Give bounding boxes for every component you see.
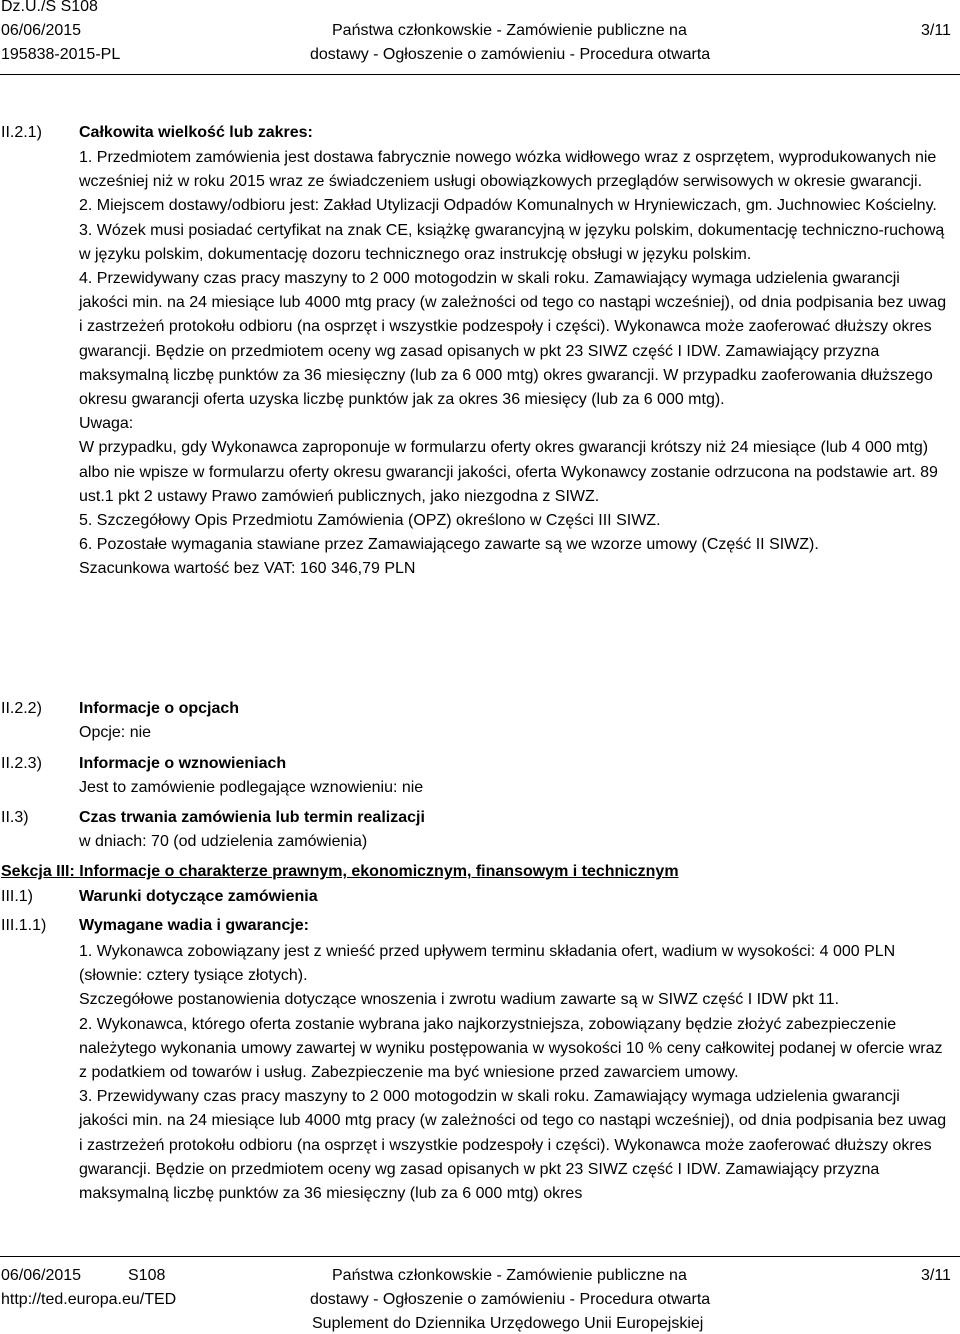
- paragraph: 2. Wykonawca, którego oferta zostanie wybrana jako najkorzystniejsza, zobowiązany będzie złożyć zabezpieczenie należytego wykonania umowy zawartej w wyniku postępowania w wysokości 10 % ceny całkowitej podanej w ofercie wraz z podatkiem od towarów i usług. Zabezpieczenie ma być wniesione przed zawarciem umowy.: [79, 1015, 943, 1082]
- header-title-line2: dostawy - Ogłoszenie o zamówieniu - Procedura otwarta: [310, 46, 711, 63]
- journal-id: Dz.U./S S108: [1, 0, 98, 15]
- document-id: 195838-2015-PL: [1, 46, 121, 63]
- options-value: Opcje: nie: [79, 724, 152, 741]
- section-number-iii-1: III.1): [1, 888, 34, 905]
- section-title-iii-1-1: Wymagane wadia i gwarancje:: [79, 917, 310, 934]
- section-number-ii-2-3: II.2.3): [1, 755, 42, 772]
- section-iii-heading: Sekcja III: Informacje o charakterze prawnym, ekonomicznym, finansowym i technicznym: [1, 863, 679, 880]
- paragraph: 3. Wózek musi posiadać certyfikat na znak CE, książkę gwarancyjną w języku polskim, dokumentację techniczno-ruchową w języku polskim, dokumentację dozoru technicznego oraz instrukcję obsługi w języku polskim.: [79, 221, 945, 263]
- paragraph: 1. Przedmiotem zamówienia jest dostawa fabrycznie nowego wózka widłowego wraz z osprzętem, wyprodukowanych nie wcześniej niż w roku 2015 wraz ze świadczeniem usługi obowiązkowych przeglądów serwisowych w okresie gwarancji.: [79, 149, 937, 191]
- paragraph: 6. Pozostałe wymagania stawiane przez Zamawiającego zawarte są we wzorze umowy (Część II SIWZ).: [79, 536, 819, 554]
- paragraph: W przypadku, gdy Wykonawca zaproponuje w formularzu oferty okres gwarancji krótszy niż 24 miesiące (lub 4 000 mtg) albo nie wpisze w formularzu oferty okresu gwarancji jakości, oferta Wykonawcy zostanie odrzucona na podstawie art. 89 ust.1 pkt 2 ustawy Prawo zamówień publicznych, jako niezgodna z SIWZ.: [79, 439, 938, 505]
- paragraph: Uwaga:: [79, 415, 134, 433]
- footer-title-line3: Suplement do Dziennika Urzędowego Unii Europejskiej: [312, 1315, 704, 1332]
- paragraph: 5. Szczegółowy Opis Przedmiotu Zamówienia (OPZ) określono w Części III SIWZ.: [79, 512, 661, 530]
- section-body-iii-1-1: [79, 940, 953, 1206]
- header-rule: [0, 74, 960, 75]
- estimated-value: Szacunkowa wartość bez VAT: 160 346,79 PLN: [79, 560, 416, 578]
- paragraph: 1. Wykonawca zobowiązany jest z wnieść przed upływem terminu składania ofert, wadium w wysokości: 4 000 PLN (słownie: cztery tysiące złotych).: [79, 943, 896, 985]
- page-footer: [0, 1255, 960, 1334]
- section-number-iii-1-1: III.1.1): [1, 917, 47, 934]
- page-header: [0, 0, 960, 70]
- paragraph: 2. Miejscem dostawy/odbioru jest: Zakład Utylizacji Odpadów Komunalnych w Hryniewiczach, gm. Juchnowiec Kościelny.: [79, 197, 937, 215]
- section-body-ii-2-1: [79, 146, 953, 582]
- footer-issue: S108: [128, 1267, 166, 1284]
- footer-date: 06/06/2015: [1, 1267, 82, 1284]
- section-title-iii-1: Warunki dotyczące zamówienia: [79, 888, 318, 905]
- footer-title-line2: dostawy - Ogłoszenie o zamówieniu - Procedura otwarta: [310, 1291, 711, 1308]
- section-title-ii-2-2: Informacje o opcjach: [79, 700, 240, 717]
- renewal-value: Jest to zamówienie podlegające wznowieniu: nie: [79, 779, 424, 796]
- paragraph: 4. Przewidywany czas pracy maszyny to 2 000 motogodzin w skali roku. Zamawiający wymaga udzielenia gwarancji jakości min. na 24 miesiące lub 4000 mtg pracy (w zależności od tego co nastąpi wcześniej), od dnia podpisania bez uwag i zastrzeżeń protokołu odbioru (na osprzęt i wszystkie podzespoły i części). Wykonawca może zaoferować dłuższy okres gwarancji. Będzie on przedmiotem oceny wg zasad opisanych w pkt 23 SIWZ część I IDW. Zamawiający przyzna maksymalną liczbę punktów za 36 miesięczny (lub za 6 000 mtg) okres gwarancji. W przypadku zaoferowania dłuższego okresu gwarancji oferta uzyska liczbę punktów jak za okres 36 miesięcy (lub za 6 000 mtg).: [79, 270, 947, 409]
- paragraph: 3. Przewidywany czas pracy maszyny to 2 000 motogodzin w skali roku. Zamawiający wymaga udzielenia gwarancji jakości min. na 24 miesiące lub 4000 mtg pracy (w zależności od tego co nastąpi wcześniej), od dnia podpisania bez uwag i zastrzeżeń protokołu odbioru (na osprzęt i wszystkie podzespoły i części). Wykonawca może zaoferować dłuższy okres gwarancji. Będzie on przedmiotem oceny wg zasad opisanych w pkt 23 SIWZ część I IDW. Zamawiający przyzna maksymalną liczbę punktów za 36 miesięczny (lub za 6 000 mtg) okres: [79, 1088, 947, 1203]
- section-number-ii-2-1: II.2.1): [1, 124, 42, 141]
- section-number-ii-2-2: II.2.2): [1, 700, 42, 717]
- section-title-ii-2-1: Całkowita wielkość lub zakres:: [79, 124, 313, 141]
- header-title-line1: Państwa członkowskie - Zamówienie publiczne na: [332, 22, 687, 39]
- section-number-ii-3: II.3): [1, 809, 29, 826]
- header-date: 06/06/2015: [1, 22, 82, 39]
- duration-value: w dniach: 70 (od udzielenia zamówienia): [79, 833, 368, 850]
- footer-title-line1: Państwa członkowskie - Zamówienie publiczne na: [332, 1267, 687, 1284]
- footer-page-number: 3/11: [921, 1267, 951, 1284]
- paragraph: Szczegółowe postanowienia dotyczące wnoszenia i zwrotu wadium zawarte są w SIWZ część I IDW pkt 11.: [79, 991, 840, 1009]
- header-page-number: 3/11: [921, 22, 951, 39]
- section-title-ii-3: Czas trwania zamówienia lub termin realizacji: [79, 809, 425, 826]
- footer-url: http://ted.europa.eu/TED: [1, 1291, 177, 1308]
- section-title-ii-2-3: Informacje o wznowieniach: [79, 755, 287, 772]
